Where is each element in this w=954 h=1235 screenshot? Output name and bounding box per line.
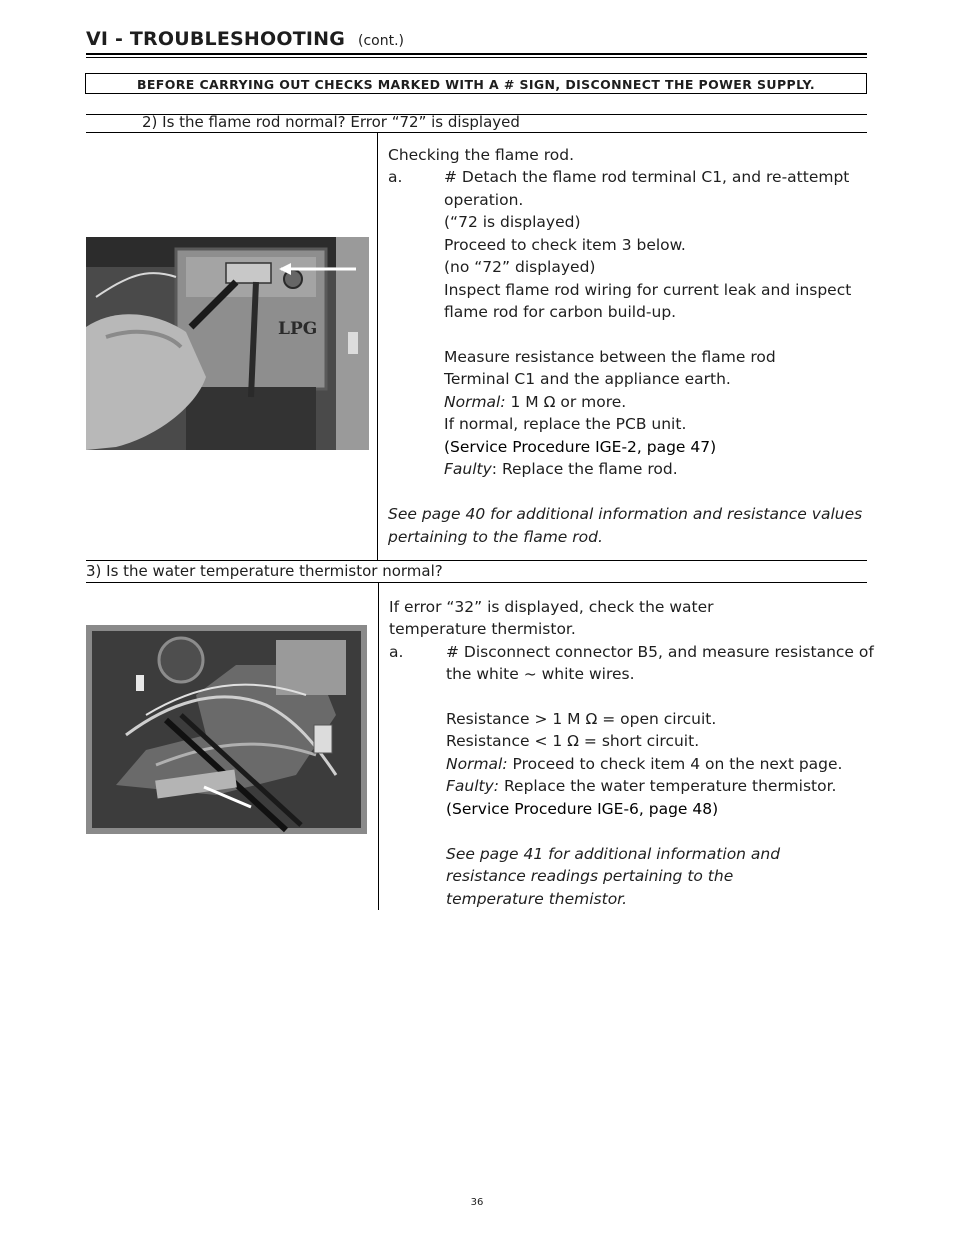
s2-line-8: flame rod for carbon build-up. [444,303,677,321]
header-rule-bottom [86,57,867,58]
s2-note-2: pertaining to the flame rod. [388,528,603,546]
thermistor-photo [86,625,367,834]
flame-rod-photo-graphic [86,237,369,450]
s2-line-12: If normal, replace the PCB unit. [444,415,687,433]
thermistor-photo-graphic [86,625,367,834]
s3-line-2: temperature thermistor. [389,620,576,638]
s3-note-3: temperature themistor. [446,890,628,908]
s2-normal-value: 1 M Ω or more. [505,393,627,411]
section3-heading-rule [86,582,867,583]
page-title-continued: (cont.) [358,33,404,49]
s2-line-3: operation. [444,191,524,209]
s2-faulty-line [444,458,678,481]
section2-bottom-rule [86,560,867,561]
s3-service-procedure-ref: (Service Procedure IGE-6, page 48) [446,800,719,818]
s3-faulty-value: Replace the water temperature thermistor. [499,777,837,795]
s3-note-2: resistance readings pertaining to the [446,867,734,885]
s3-faulty-label: Faulty: [446,777,500,795]
s3-line-1: If error “32” is displayed, check the water [389,598,714,616]
s3-line-5: Resistance > 1 M Ω = open circuit. [446,710,717,728]
s3-line-3: # Disconnect connector B5, and measure resistance of [446,643,874,661]
s2-line-5: Proceed to check item 3 below. [444,236,686,254]
warning-box [85,73,867,94]
warning-text: BEFORE CARRYING OUT CHECKS MARKED WITH A # SIGN, DISCONNECT THE POWER SUPPLY. [136,77,816,92]
section3-divider [378,582,379,910]
s2-line-4: (“72 is displayed) [444,213,581,231]
s2-line-1: Checking the flame rod. [388,146,575,164]
s2-normal-line [444,391,626,414]
s3-list-marker: a. [389,643,404,661]
flame-rod-photo [86,237,369,450]
s2-faulty-label: Faulty [444,460,492,478]
s2-service-procedure-ref: (Service Procedure IGE-2, page 47) [444,438,717,456]
s2-line-2: # Detach the flame rod terminal C1, and re-attempt [444,168,850,186]
section3-heading: 3) Is the water temperature thermistor normal? [86,562,443,580]
s2-line-10: Terminal C1 and the appliance earth. [444,370,731,388]
header-rule-top [86,53,867,55]
page-number: 36 [470,1197,484,1208]
s2-note-1: See page 40 for additional information and resistance values [388,505,863,523]
s2-line-9: Measure resistance between the flame rod [444,348,776,366]
s3-note-1: See page 41 for additional information and [446,845,781,863]
s3-faulty-line [446,775,836,798]
s2-normal-label: Normal: [444,393,506,411]
s3-normal-label: Normal: [446,755,508,773]
flame-rod-photo-label: LPG [278,319,318,339]
s2-line-6: (no “72” displayed) [444,258,596,276]
s3-line-6: Resistance < 1 Ω = short circuit. [446,732,700,750]
page-title: VI - TROUBLESHOOTING [86,28,346,50]
s3-normal-value: Proceed to check item 4 on the next page. [507,755,843,773]
s2-faulty-value: : Replace the flame rod. [491,460,678,478]
section2-divider [377,132,378,560]
s2-line-7: Inspect flame rod wiring for current leak and inspect [444,281,852,299]
s3-normal-line [446,753,843,776]
s2-list-marker: a. [388,168,403,186]
section2-heading-rule [86,132,867,133]
s3-line-4: the white ~ white wires. [446,665,635,683]
section2-heading: 2) Is the flame rod normal? Error “72” is displayed [142,113,520,131]
